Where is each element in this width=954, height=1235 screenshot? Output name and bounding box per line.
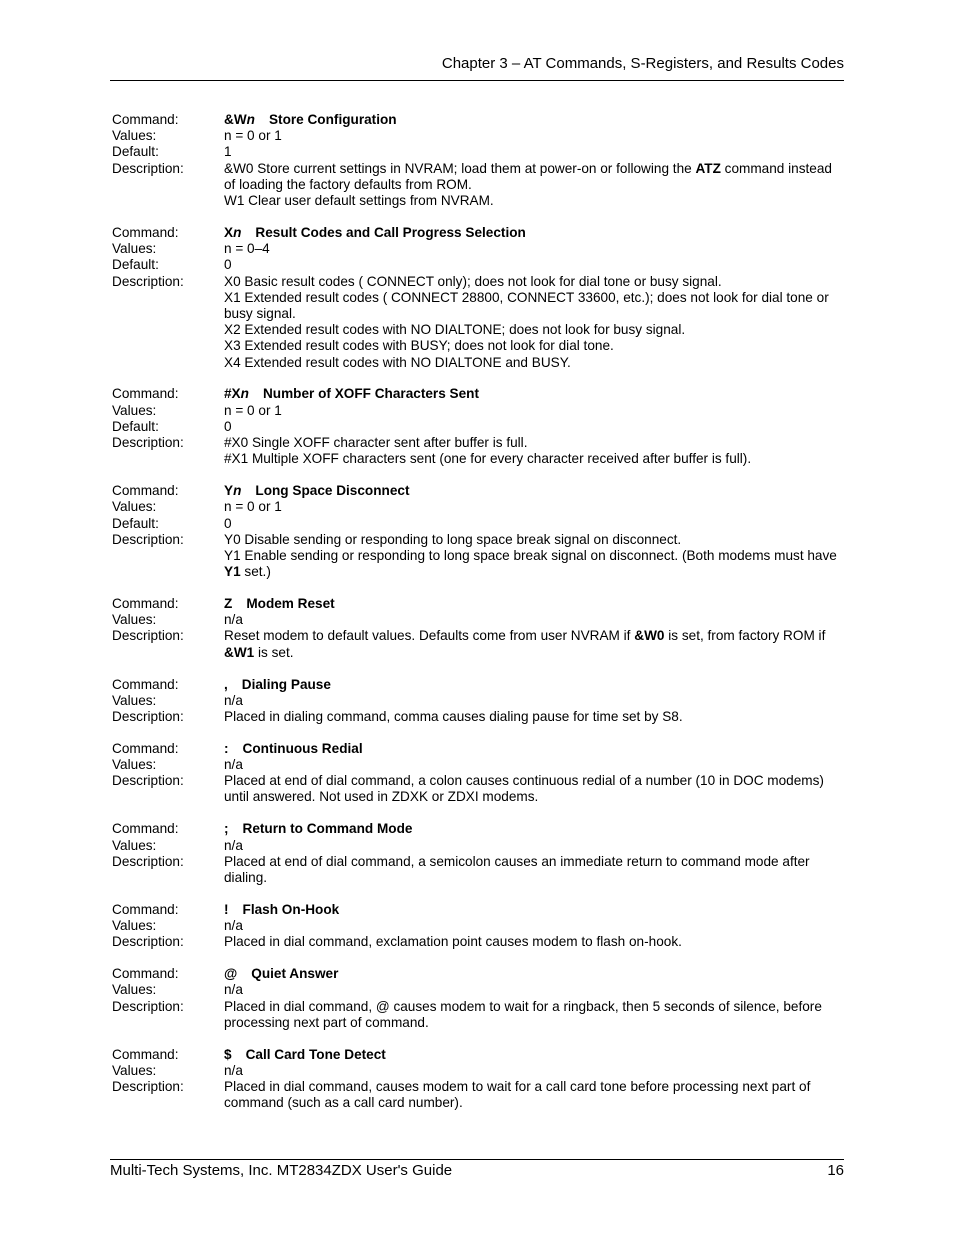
command-code-prefix: ; bbox=[224, 821, 229, 837]
command-row bbox=[112, 225, 844, 241]
default-row-label: Default: bbox=[112, 144, 159, 160]
description-row bbox=[112, 773, 844, 805]
description-row-value bbox=[224, 532, 844, 581]
values-row-label: Values: bbox=[112, 982, 157, 998]
description-line bbox=[224, 532, 844, 548]
description-line bbox=[224, 1079, 844, 1111]
values-row-label: Values: bbox=[112, 837, 157, 853]
command-entry bbox=[112, 1047, 844, 1112]
description-line bbox=[224, 628, 844, 660]
description-row-value bbox=[224, 934, 844, 950]
description-text: Placed in dialing command, comma causes dialing pause for time set by S8. bbox=[224, 708, 683, 724]
description-text: is set. bbox=[254, 644, 294, 660]
values-row-value: n/a bbox=[224, 757, 243, 773]
values-row-value: n/a bbox=[224, 692, 243, 708]
command-row bbox=[112, 386, 844, 402]
command-code bbox=[224, 483, 241, 498]
description-row-value bbox=[224, 435, 844, 467]
description-text: Placed at end of dial command, a colon causes continuous redial of a number (10 in DOC modems) until answered. Not used in ZDXK or ZDXI modems. bbox=[224, 773, 824, 805]
description-row-label: Description: bbox=[112, 708, 184, 724]
command-name: Continuous Redial bbox=[242, 740, 363, 756]
command-entry bbox=[112, 225, 844, 371]
values-row bbox=[112, 499, 844, 515]
values-row-label: Values: bbox=[112, 241, 157, 257]
values-row-label: Values: bbox=[112, 1062, 157, 1078]
command-row bbox=[112, 596, 844, 612]
description-row-label: Description: bbox=[112, 531, 184, 547]
page-header bbox=[110, 52, 844, 81]
description-line bbox=[224, 193, 844, 209]
values-row bbox=[112, 693, 844, 709]
command-row-label: Command: bbox=[112, 386, 179, 402]
description-text: W1 Clear user default settings from NVRAM. bbox=[224, 193, 494, 209]
description-text: #X0 Single XOFF character sent after buffer is full. bbox=[224, 435, 528, 451]
command-name: Result Codes and Call Progress Selection bbox=[255, 224, 526, 240]
values-row bbox=[112, 128, 844, 144]
command-entry bbox=[112, 386, 844, 467]
values-row-value: n/a bbox=[224, 1062, 243, 1078]
footer-publisher: Multi-Tech Systems, Inc. MT2834ZDX User's Guide bbox=[110, 1162, 453, 1179]
command-entry bbox=[112, 741, 844, 806]
description-row bbox=[112, 999, 844, 1031]
description-line bbox=[224, 709, 844, 725]
values-row-label: Values: bbox=[112, 612, 157, 628]
command-code-param: n bbox=[246, 112, 255, 127]
description-row-label: Description: bbox=[112, 853, 184, 869]
command-row-value bbox=[224, 112, 844, 128]
command-entry bbox=[112, 821, 844, 886]
description-text: &W0 Store current settings in NVRAM; load them at power-on or following the bbox=[224, 160, 696, 176]
command-code bbox=[224, 677, 228, 692]
description-line bbox=[224, 355, 844, 371]
description-emphasis: ATZ bbox=[695, 160, 721, 176]
default-row bbox=[112, 516, 844, 532]
command-code bbox=[224, 902, 229, 917]
description-line bbox=[224, 999, 844, 1031]
description-line bbox=[224, 274, 844, 290]
description-row-value bbox=[224, 1079, 844, 1111]
values-row bbox=[112, 241, 844, 257]
description-text: X0 Basic result codes ( CONNECT only); does not look for dial tone or busy signal. bbox=[224, 273, 722, 289]
command-row-label: Command: bbox=[112, 821, 179, 837]
command-name: Call Card Tone Detect bbox=[245, 1046, 386, 1062]
description-line bbox=[224, 548, 844, 580]
description-text: #X1 Multiple XOFF characters sent (one for every character received after buffer is full). bbox=[224, 451, 752, 467]
command-row-label: Command: bbox=[112, 483, 179, 499]
values-row-value: n/a bbox=[224, 612, 243, 628]
default-row-label: Default: bbox=[112, 515, 159, 531]
description-row-label: Description: bbox=[112, 435, 184, 451]
command-code-param: n bbox=[233, 483, 242, 499]
description-row bbox=[112, 709, 844, 725]
command-name: Quiet Answer bbox=[251, 966, 339, 982]
description-text: Reset modem to default values. Defaults come from user NVRAM if bbox=[224, 628, 635, 644]
command-code-prefix: ! bbox=[224, 901, 229, 917]
command-code bbox=[224, 112, 255, 127]
default-row bbox=[112, 257, 844, 273]
command-code bbox=[224, 821, 229, 836]
description-row-label: Description: bbox=[112, 1079, 184, 1095]
values-row bbox=[112, 403, 844, 419]
command-name: Store Configuration bbox=[268, 112, 397, 127]
command-code-prefix: &W bbox=[224, 112, 247, 127]
description-text: is set, from factory ROM if bbox=[664, 628, 826, 644]
description-row bbox=[112, 854, 844, 886]
default-row-label: Default: bbox=[112, 418, 159, 434]
description-line bbox=[224, 934, 844, 950]
command-row-value bbox=[224, 1047, 844, 1063]
description-row bbox=[112, 435, 844, 467]
command-code-param: n bbox=[240, 386, 249, 402]
values-row bbox=[112, 757, 844, 773]
description-row bbox=[112, 161, 844, 210]
command-row-value bbox=[224, 821, 844, 837]
command-code-prefix: Y bbox=[224, 483, 234, 499]
description-row-value bbox=[224, 773, 844, 805]
command-row-value bbox=[224, 902, 844, 918]
command-name: Return to Command Mode bbox=[242, 821, 413, 837]
description-row-label: Description: bbox=[112, 934, 184, 950]
command-row-label: Command: bbox=[112, 112, 179, 127]
description-text: X1 Extended result codes ( CONNECT 28800, CONNECT 33600, etc.); does not look for dial tone or busy signal. bbox=[224, 289, 829, 321]
command-row bbox=[112, 677, 844, 693]
values-row-label: Values: bbox=[112, 692, 157, 708]
values-row bbox=[112, 1063, 844, 1079]
description-row bbox=[112, 934, 844, 950]
description-row-label: Description: bbox=[112, 998, 184, 1014]
values-row-value: n = 0–4 bbox=[224, 241, 270, 257]
description-line bbox=[224, 161, 844, 193]
description-line bbox=[224, 322, 844, 338]
description-text: X4 Extended result codes with NO DIALTONE and BUSY. bbox=[224, 354, 571, 370]
page-footer bbox=[110, 1159, 844, 1181]
default-row-value: 0 bbox=[224, 418, 232, 434]
command-code-prefix: : bbox=[224, 740, 229, 756]
default-row-value: 0 bbox=[224, 515, 232, 531]
chapter-title: Chapter 3 – AT Commands, S-Registers, and Results Codes bbox=[441, 55, 844, 72]
command-code bbox=[224, 225, 241, 240]
description-text: X3 Extended result codes with BUSY; does not look for dial tone. bbox=[224, 338, 614, 354]
values-row-value: n = 0 or 1 bbox=[224, 499, 282, 515]
command-row-label: Command: bbox=[112, 1046, 179, 1062]
command-code bbox=[224, 596, 232, 611]
description-line bbox=[224, 773, 844, 805]
command-row-value bbox=[224, 225, 844, 241]
description-row-value bbox=[224, 628, 844, 660]
description-row-value bbox=[224, 709, 844, 725]
command-row-label: Command: bbox=[112, 596, 179, 612]
command-entry bbox=[112, 677, 844, 726]
command-entry bbox=[112, 483, 844, 580]
command-entry bbox=[112, 112, 844, 209]
command-code bbox=[224, 966, 237, 981]
values-row-value: n = 0 or 1 bbox=[224, 128, 282, 144]
values-row-label: Values: bbox=[112, 757, 157, 773]
description-row bbox=[112, 274, 844, 371]
command-name: Modem Reset bbox=[246, 596, 335, 612]
description-line bbox=[224, 854, 844, 886]
description-text: Y1 Enable sending or responding to long space break signal on disconnect. (Both modems must have bbox=[224, 547, 837, 563]
command-row-value bbox=[224, 386, 844, 402]
command-row-label: Command: bbox=[112, 740, 179, 756]
command-list bbox=[112, 112, 844, 1127]
values-row bbox=[112, 982, 844, 998]
values-row-value: n/a bbox=[224, 837, 243, 853]
description-row-value bbox=[224, 161, 844, 210]
description-text: set.) bbox=[240, 564, 271, 580]
description-text: Placed in dial command, exclamation point causes modem to flash on-hook. bbox=[224, 934, 682, 950]
command-name: Long Space Disconnect bbox=[255, 483, 410, 499]
command-row bbox=[112, 1047, 844, 1063]
description-row-value bbox=[224, 854, 844, 886]
command-code-prefix: , bbox=[224, 676, 228, 692]
command-row bbox=[112, 112, 844, 128]
command-row bbox=[112, 821, 844, 837]
description-text: X2 Extended result codes with NO DIALTONE; does not look for busy signal. bbox=[224, 322, 686, 338]
description-line bbox=[224, 435, 844, 451]
default-row-value: 1 bbox=[224, 144, 232, 160]
description-row-value bbox=[224, 274, 844, 371]
description-row-label: Description: bbox=[112, 160, 184, 176]
description-row bbox=[112, 628, 844, 660]
description-emphasis: &W0 bbox=[634, 628, 665, 644]
command-row-value bbox=[224, 596, 844, 612]
values-row-label: Values: bbox=[112, 499, 157, 515]
description-line bbox=[224, 338, 844, 354]
command-row-label: Command: bbox=[112, 224, 179, 240]
command-row bbox=[112, 902, 844, 918]
description-text: command instead of loading the factory defaults from ROM. bbox=[224, 160, 832, 192]
description-line bbox=[224, 451, 844, 467]
description-row-label: Description: bbox=[112, 628, 184, 644]
description-row bbox=[112, 532, 844, 581]
description-row-label: Description: bbox=[112, 273, 184, 289]
command-row-label: Command: bbox=[112, 966, 179, 982]
command-row-value bbox=[224, 483, 844, 499]
description-emphasis: Y1 bbox=[224, 564, 241, 580]
description-text: Placed in dial command, causes modem to wait for a call card tone before processing next part of command (such as a call card number). bbox=[224, 1079, 811, 1111]
command-entry bbox=[112, 966, 844, 1031]
command-name: Number of XOFF Characters Sent bbox=[262, 386, 479, 402]
description-emphasis: &W1 bbox=[224, 644, 255, 660]
values-row-label: Values: bbox=[112, 918, 157, 934]
command-code-prefix: X bbox=[224, 224, 234, 240]
values-row-label: Values: bbox=[112, 128, 157, 144]
command-row bbox=[112, 966, 844, 982]
values-row bbox=[112, 838, 844, 854]
command-entry bbox=[112, 596, 844, 661]
command-code bbox=[224, 1047, 232, 1062]
description-text: Placed in dial command, @ causes modem to wait for a ringback, then 5 seconds of silence, before processing next part of command. bbox=[224, 998, 822, 1030]
command-code-prefix: Z bbox=[224, 596, 233, 612]
values-row-value: n/a bbox=[224, 918, 243, 934]
command-row-label: Command: bbox=[112, 676, 179, 692]
command-code bbox=[224, 741, 229, 756]
command-name: Dialing Pause bbox=[241, 676, 331, 692]
values-row bbox=[112, 918, 844, 934]
command-row-label: Command: bbox=[112, 901, 179, 917]
default-row bbox=[112, 144, 844, 160]
command-row bbox=[112, 483, 844, 499]
description-text: Placed at end of dial command, a semicolon causes an immediate return to command mode after dialing. bbox=[224, 853, 810, 885]
command-code-param: n bbox=[233, 224, 242, 240]
page-number: 16 bbox=[827, 1162, 844, 1179]
command-code-prefix: $ bbox=[224, 1046, 232, 1062]
command-row-value bbox=[224, 966, 844, 982]
command-code-prefix: @ bbox=[224, 966, 238, 982]
command-code bbox=[224, 386, 249, 401]
values-row-value: n = 0 or 1 bbox=[224, 402, 282, 418]
values-row-label: Values: bbox=[112, 402, 157, 418]
values-row bbox=[112, 612, 844, 628]
description-row-value bbox=[224, 999, 844, 1031]
default-row-label: Default: bbox=[112, 257, 159, 273]
description-row bbox=[112, 1079, 844, 1111]
description-row-label: Description: bbox=[112, 773, 184, 789]
description-text: Y0 Disable sending or responding to long space break signal on disconnect. bbox=[224, 531, 682, 547]
default-row-value: 0 bbox=[224, 257, 232, 273]
command-entry bbox=[112, 902, 844, 951]
default-row bbox=[112, 419, 844, 435]
command-row-value bbox=[224, 741, 844, 757]
command-code-prefix: #X bbox=[224, 386, 241, 402]
command-row bbox=[112, 741, 844, 757]
command-row-value bbox=[224, 677, 844, 693]
description-line bbox=[224, 290, 844, 322]
command-name: Flash On-Hook bbox=[242, 901, 340, 917]
values-row-value: n/a bbox=[224, 982, 243, 998]
